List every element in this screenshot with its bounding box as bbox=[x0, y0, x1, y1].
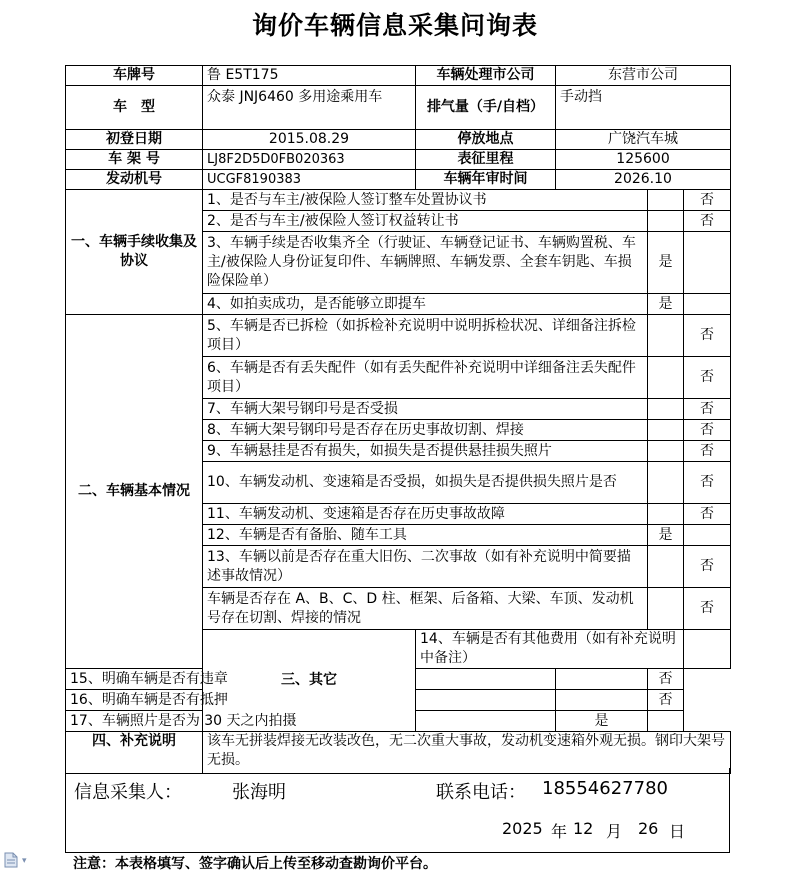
question-9: 9、车辆悬挂是否有损失，如损失是否提供悬挂损失照片 bbox=[203, 441, 648, 462]
question-13: 13、车辆以前是否存在重大旧伤、二次事故（如有补充说明中简要描述事故情况） bbox=[203, 546, 648, 588]
info-row bbox=[66, 86, 731, 130]
section-3-heading: 三、其它 bbox=[203, 630, 416, 732]
table-row bbox=[66, 190, 731, 211]
trans-label: 排气量（手/自档） bbox=[416, 86, 556, 130]
answer-no-13: 否 bbox=[684, 546, 731, 588]
question-8: 8、车辆大架号钢印号是否存在历史事故切割、焊接 bbox=[203, 420, 648, 441]
collector-name: 张海明 bbox=[232, 782, 286, 803]
phone-number: 18554627780 bbox=[542, 778, 668, 799]
date-month-unit: 月 bbox=[606, 822, 623, 841]
answer-no-5: 否 bbox=[684, 315, 731, 357]
answer-yes-4: 是 bbox=[648, 294, 684, 315]
answer-yes-10 bbox=[648, 462, 684, 504]
answer-yes-6 bbox=[648, 357, 684, 399]
answer-yes-12: 是 bbox=[648, 525, 684, 546]
model-label: 车 型 bbox=[66, 86, 203, 130]
phone-label: 联系电话： bbox=[436, 782, 526, 803]
answer-yes-8 bbox=[648, 420, 684, 441]
form-title: 询价车辆信息采集问询表 bbox=[251, 11, 538, 40]
park-label: 停放地点 bbox=[416, 130, 556, 150]
question-6: 6、车辆是否有丢失配件（如有丢失配件补充说明中详细备注丢失配件项目） bbox=[203, 357, 648, 399]
vin-label: 车 架 号 bbox=[66, 150, 203, 170]
collector-label: 信息采集人： bbox=[74, 782, 182, 803]
question-2: 2、是否与车主/被保险人签订权益转让书 bbox=[203, 211, 648, 232]
engine-value: UCGF8190383 bbox=[203, 170, 416, 190]
question-4: 4、如拍卖成功，是否能够立即提车 bbox=[203, 294, 648, 315]
answer-yes-3: 是 bbox=[648, 232, 684, 294]
plate-value: 鲁 E5T175 bbox=[203, 66, 416, 86]
question-1: 1、是否与车主/被保险人签订整车处置协议书 bbox=[203, 190, 648, 211]
answer-no-1: 否 bbox=[684, 190, 731, 211]
question-3: 3、车辆手续是否收集齐全（行驶证、车辆登记证书、车辆购置税、车主/被保险人身份证复印件、车辆牌照、车辆发票、全套车钥匙、车损险保险单） bbox=[203, 232, 648, 294]
question-5: 5、车辆是否已拆检（如拆检补充说明中说明拆检状况、详细备注拆检项目） bbox=[203, 315, 648, 357]
answer-yes-16 bbox=[556, 690, 648, 711]
answer-no-3 bbox=[684, 232, 731, 294]
vin-value: LJ8F2D5D0FB020363 bbox=[203, 150, 416, 170]
date-year: 2025 bbox=[502, 819, 543, 838]
info-row bbox=[66, 170, 731, 190]
footer-note: 注意：本表格填写、签字确认后上传至移动查勘询价平台。 bbox=[73, 856, 437, 872]
section-2-heading: 二、车辆基本情况 bbox=[66, 315, 203, 669]
section-4-heading: 四、补充说明 bbox=[66, 732, 203, 774]
answer-yes-14 bbox=[684, 630, 731, 669]
odometer-value: 125600 bbox=[556, 150, 731, 170]
answer-no-6: 否 bbox=[684, 357, 731, 399]
answer-yes-9 bbox=[648, 441, 684, 462]
answer-no-pillar: 否 bbox=[684, 588, 731, 630]
question-16: 16、明确车辆是否有抵押 bbox=[66, 690, 556, 711]
answer-no-16: 否 bbox=[648, 690, 684, 711]
date-day-unit: 日 bbox=[669, 822, 686, 841]
answer-yes-17: 是 bbox=[556, 711, 648, 732]
answer-yes-15 bbox=[556, 669, 648, 690]
company-label: 车辆处理市公司 bbox=[416, 66, 556, 86]
answer-no-11: 否 bbox=[684, 504, 731, 525]
answer-yes-13 bbox=[648, 546, 684, 588]
info-row bbox=[66, 130, 731, 150]
answer-no-9: 否 bbox=[684, 441, 731, 462]
answer-yes-1 bbox=[648, 190, 684, 211]
answer-no-8: 否 bbox=[684, 420, 731, 441]
question-pillar: 车辆是否存在 A、B、C、D 柱、框架、后备箱、大梁、车顶、发动机号存在切割、焊接的情况 bbox=[203, 588, 648, 630]
supplement-text: 该车无拼装焊接无改装改色，无二次重大事故，发动机变速箱外观无损。钢印大架号无损。 bbox=[203, 732, 731, 774]
trans-value: 手动挡 bbox=[556, 86, 731, 130]
inspection-value: 2026.10 bbox=[556, 170, 731, 190]
question-17: 17、车辆照片是否为 30 天之内拍摄 bbox=[66, 711, 556, 732]
answer-no-17 bbox=[648, 711, 684, 732]
section-1-heading: 一、车辆手续收集及协议 bbox=[66, 190, 203, 315]
answer-yes-11 bbox=[648, 504, 684, 525]
table-row bbox=[66, 711, 731, 732]
inspection-label: 车辆年审时间 bbox=[416, 170, 556, 190]
answer-no-10: 否 bbox=[684, 462, 731, 504]
model-value: 众泰 JNJ6460 多用途乘用车 bbox=[203, 86, 416, 130]
question-11: 11、车辆发动机、变速箱是否存在历史事故故障 bbox=[203, 504, 648, 525]
question-10: 10、车辆发动机、变速箱是否受损，如损失是否提供损失照片是否 bbox=[203, 462, 648, 504]
answer-yes-7 bbox=[648, 399, 684, 420]
info-row bbox=[66, 150, 731, 170]
table-row bbox=[66, 669, 731, 690]
date-year-unit: 年 bbox=[551, 822, 568, 841]
answer-yes-5 bbox=[648, 315, 684, 357]
signature-area bbox=[65, 768, 730, 853]
table-row bbox=[66, 690, 731, 711]
answer-no-2: 否 bbox=[684, 211, 731, 232]
document-icon[interactable] bbox=[4, 852, 18, 868]
answer-no-4 bbox=[684, 294, 731, 315]
info-row bbox=[66, 66, 731, 86]
answer-no-15: 否 bbox=[648, 669, 684, 690]
odometer-label: 表征里程 bbox=[416, 150, 556, 170]
reg-date-value: 2015.08.29 bbox=[203, 130, 416, 150]
engine-label: 发动机号 bbox=[66, 170, 203, 190]
company-value: 东营市公司 bbox=[556, 66, 731, 86]
park-value: 广饶汽车城 bbox=[556, 130, 731, 150]
date-day: 26 bbox=[638, 819, 659, 838]
table-row bbox=[66, 315, 731, 357]
question-12: 12、车辆是否有备胎、随车工具 bbox=[203, 525, 648, 546]
answer-no-7: 否 bbox=[684, 399, 731, 420]
date-month: 12 bbox=[573, 819, 594, 838]
answer-yes-2 bbox=[648, 211, 684, 232]
dropdown-caret-icon[interactable]: ▾ bbox=[22, 856, 27, 866]
answer-no-12 bbox=[684, 525, 731, 546]
inquiry-table bbox=[65, 65, 731, 774]
question-14: 14、车辆是否有其他费用（如有补充说明中备注） bbox=[416, 630, 684, 669]
answer-yes-pillar bbox=[648, 588, 684, 630]
plate-label: 车牌号 bbox=[66, 66, 203, 86]
question-7: 7、车辆大架号钢印号是否受损 bbox=[203, 399, 648, 420]
reg-date-label: 初登日期 bbox=[66, 130, 203, 150]
question-15: 15、明确车辆是否有违章 bbox=[66, 669, 556, 690]
